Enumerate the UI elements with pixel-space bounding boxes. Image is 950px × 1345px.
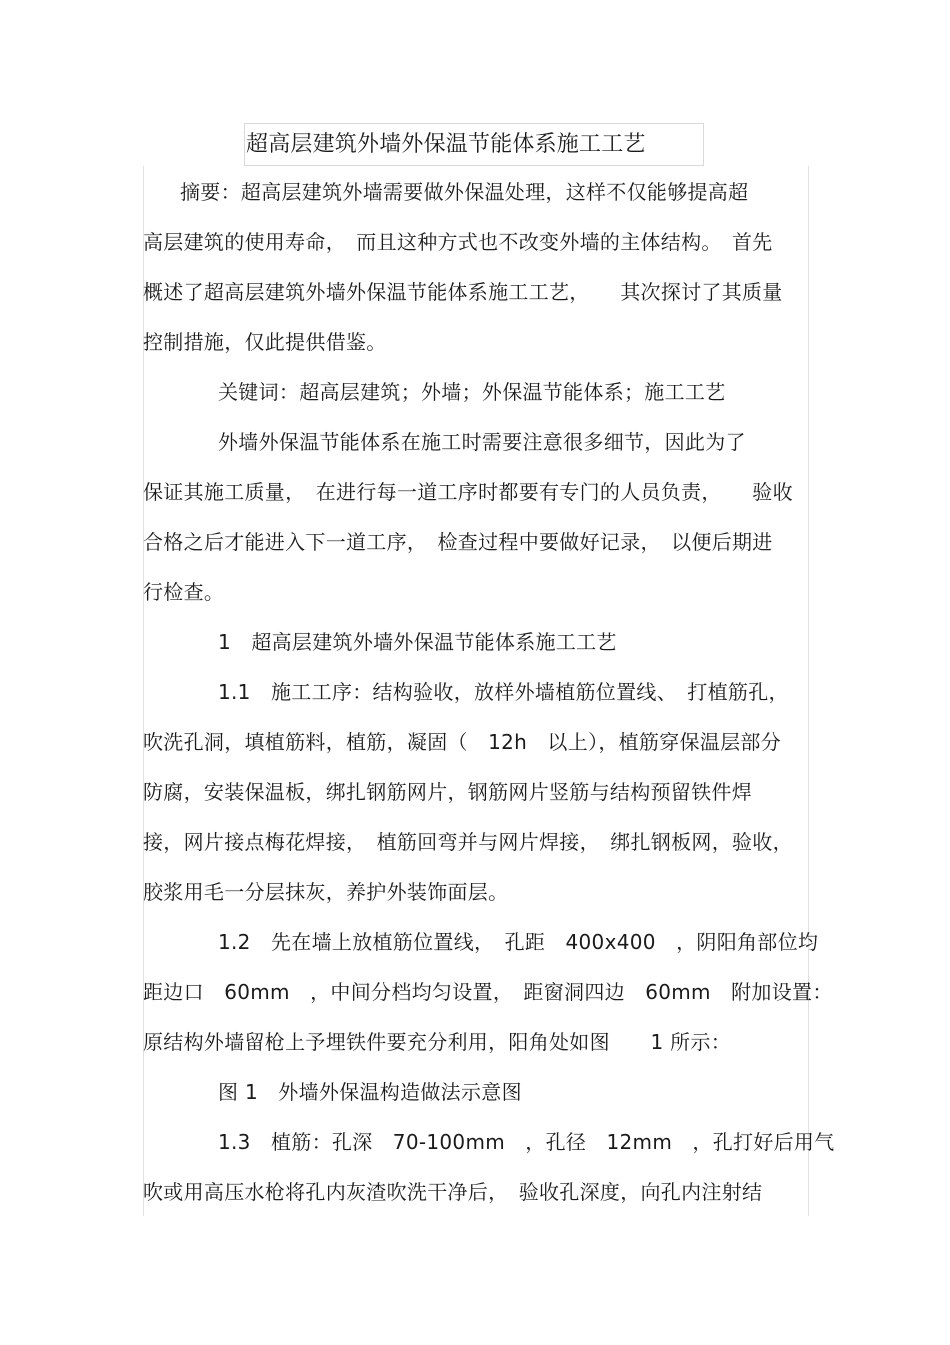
paragraph-line: 合格之后才能进入下一道工序， 检查过程中要做好记录， 以便后期进: [143, 530, 773, 554]
paragraph-line: 1.2 先在墙上放植筋位置线， 孔距 400x400 ，阴阳角部位均: [218, 930, 819, 954]
paragraph-line: 胶浆用毛一分层抹灰，养护外装饰面层。: [143, 880, 509, 904]
figure-caption: 图 1 外墙外保温构造做法示意图: [218, 1080, 522, 1104]
section-heading: 1 超高层建筑外墙外保温节能体系施工工艺: [218, 630, 617, 654]
paragraph-line: 距边口 60mm ，中间分档均匀设置， 距窗洞四边 60mm 附加设置：: [143, 980, 833, 1004]
paragraph-line: 高层建筑的使用寿命， 而且这种方式也不改变外墙的主体结构。 首先: [143, 230, 773, 254]
paragraph-line: 摘要：超高层建筑外墙需要做外保温处理，这样不仅能够提高超: [180, 180, 749, 204]
paragraph-line: 控制措施，仅此提供借鉴。: [143, 330, 387, 354]
paragraph-line: 原结构外墙留枪上予埋铁件要充分利用，阳角处如图 1 所示：: [143, 1030, 732, 1054]
paragraph-line: 1.3 植筋：孔深 70-100mm ，孔径 12mm ，孔打好后用气: [218, 1130, 835, 1154]
paragraph-line: 概述了超高层建筑外墙外保温节能体系施工工艺， 其次探讨了其质量: [143, 280, 783, 304]
keywords-line: 关键词：超高层建筑；外墙；外保温节能体系；施工工艺: [218, 380, 726, 404]
paragraph-line: 1.1 施工工序：结构验收，放样外墙植筋位置线、 打植筋孔，: [218, 680, 789, 704]
paragraph-line: 接，网片接点梅花焊接， 植筋回弯并与网片焊接， 绑扎钢板网，验收，: [143, 830, 793, 854]
document-title: 超高层建筑外墙外保温节能体系施工工艺: [246, 132, 646, 157]
paragraph-line: 防腐，安装保温板，绑扎钢筋网片，钢筋网片竖筋与结构预留铁件焊: [143, 780, 752, 804]
paragraph-line: 吹洗孔洞，填植筋料，植筋，凝固（ 12h 以上），植筋穿保温层部分: [143, 730, 782, 754]
paragraph-line: 保证其施工质量， 在进行每一道工序时都要有专门的人员负责， 验收: [143, 480, 793, 504]
paragraph-line: 行检查。: [143, 580, 225, 604]
paragraph-line: 外墙外保温节能体系在施工时需要注意很多细节，因此为了: [218, 430, 746, 454]
paragraph-line: 吹或用高压水枪将孔内灰渣吹洗干净后， 验收孔深度，向孔内注射结: [143, 1180, 763, 1204]
